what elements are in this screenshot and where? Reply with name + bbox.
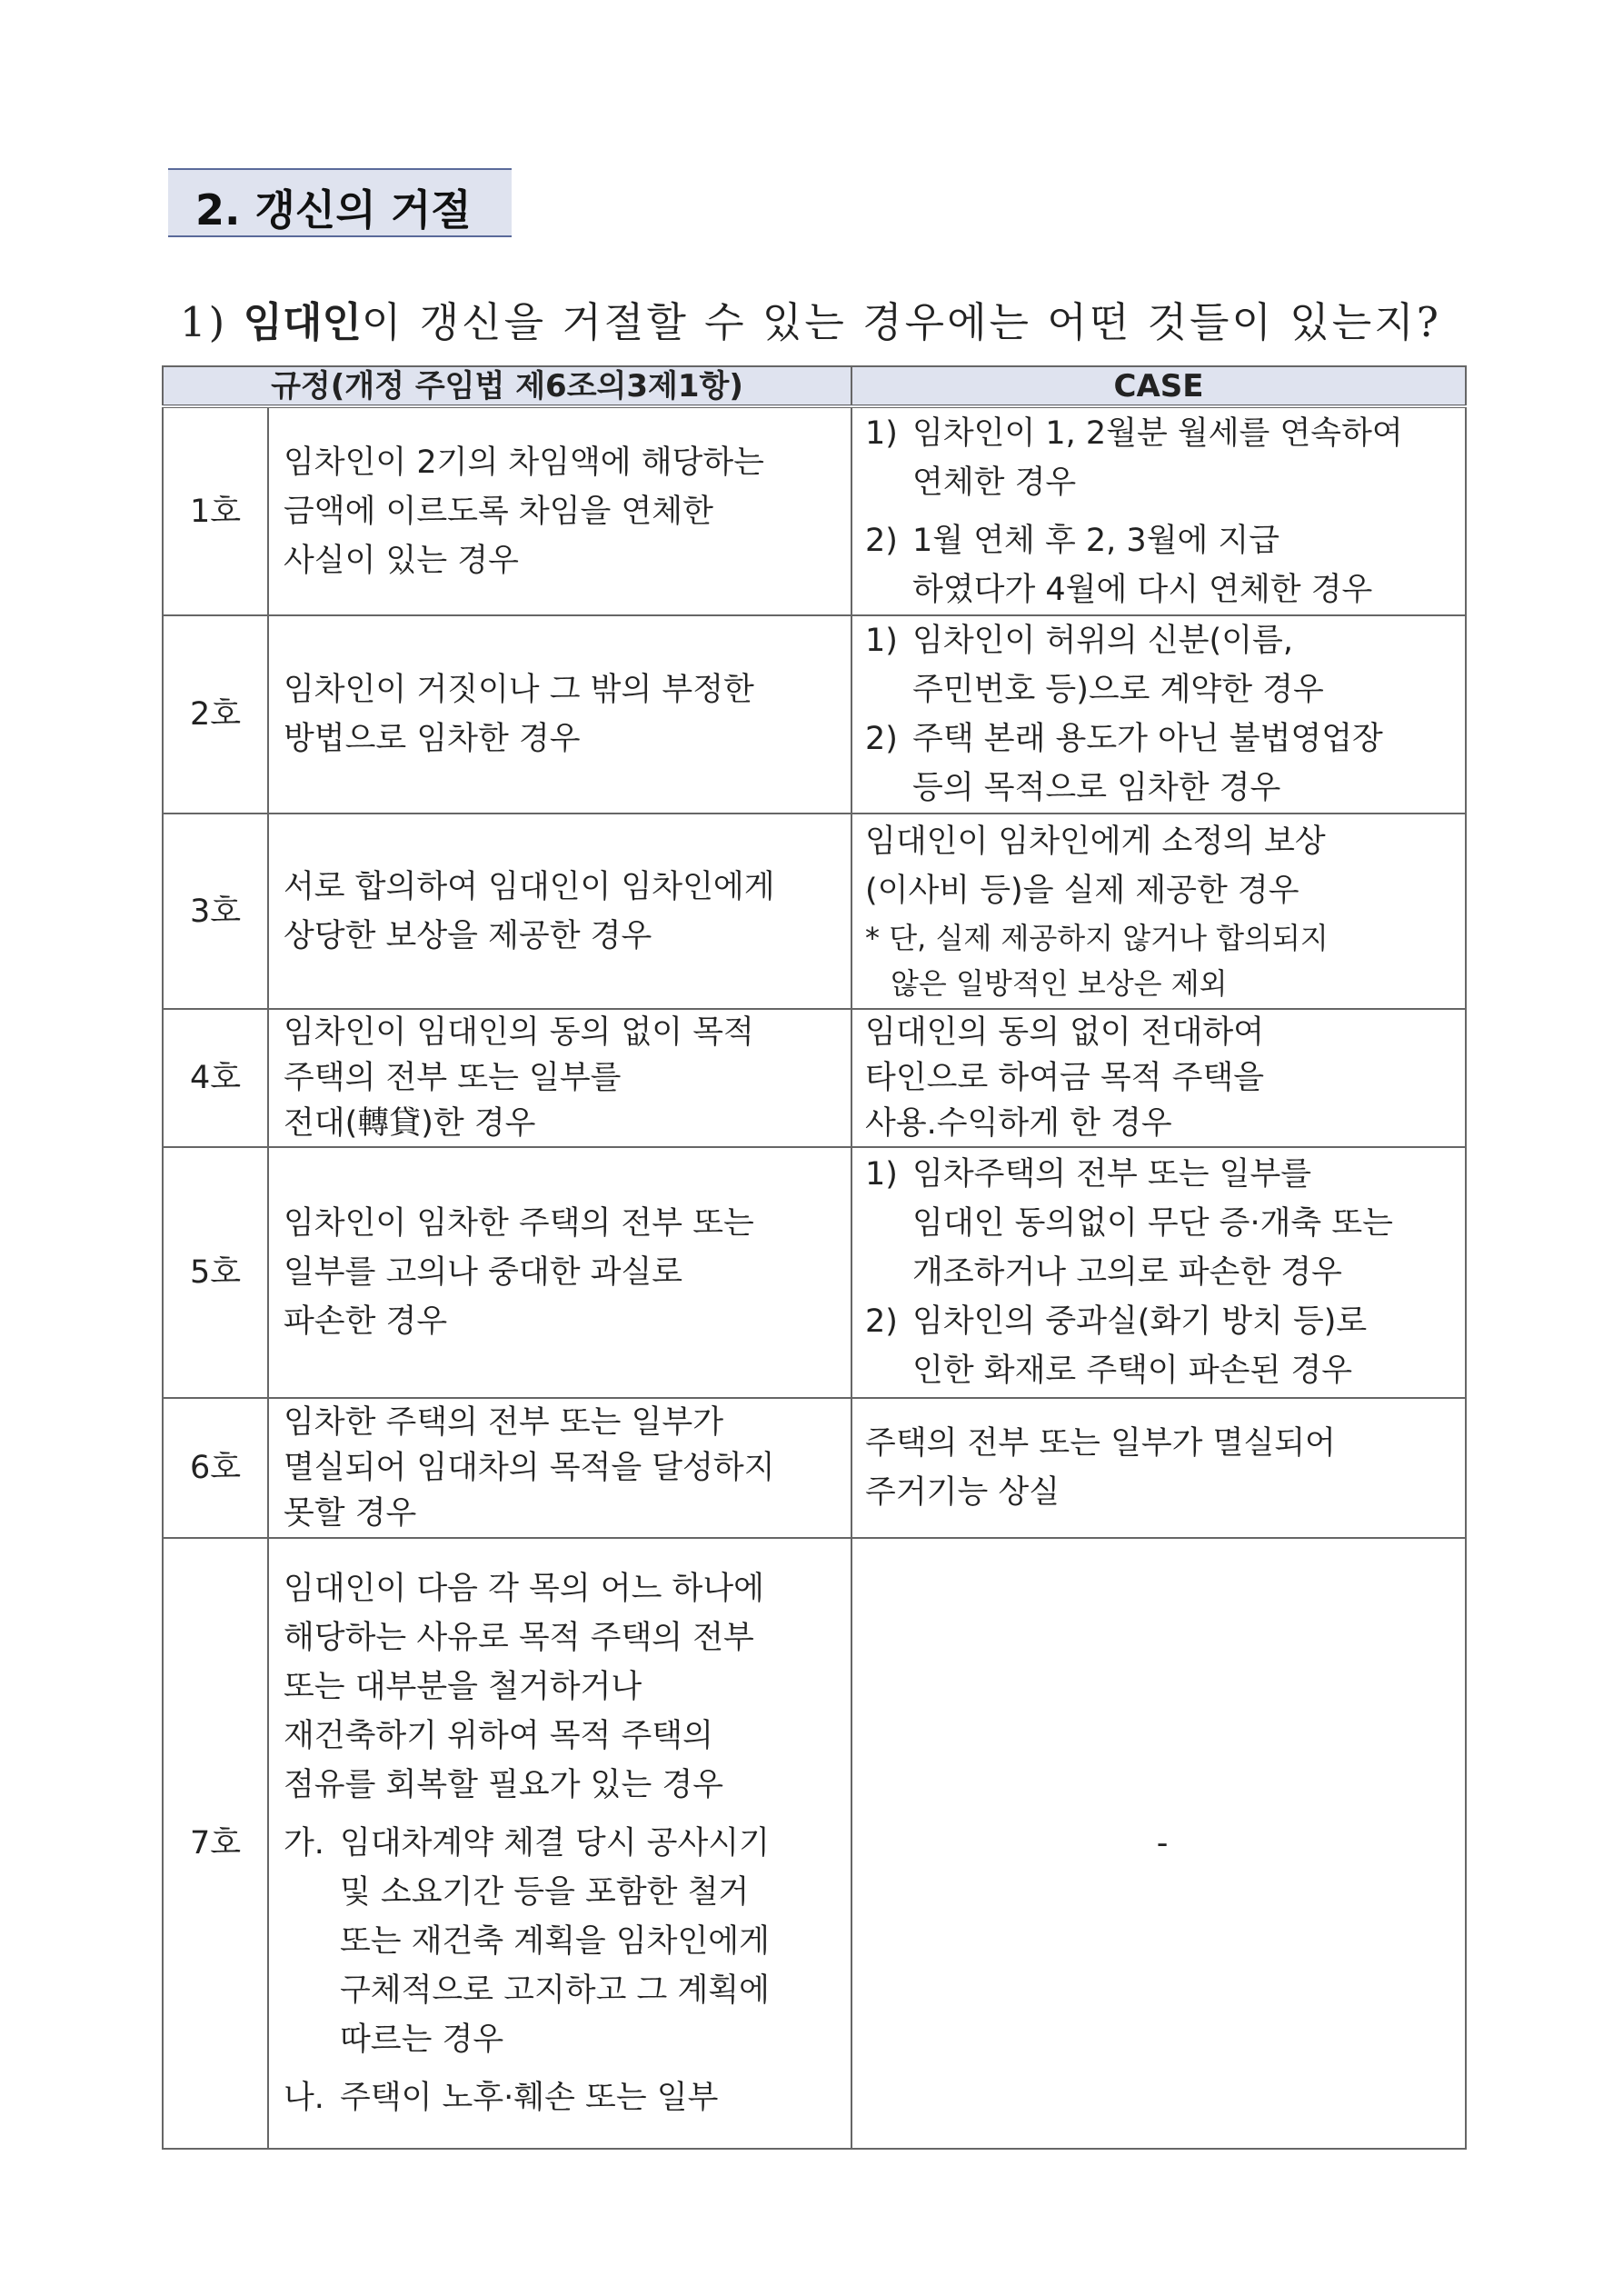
rule-line: 임차인이 2기의 차임액에 해당하는 [284,444,764,481]
rule-line: 재건축하기 위하여 목적 주택의 [284,1718,713,1754]
rule-line: 금액에 이르도록 차임을 연체한 [284,493,713,530]
rule-cell [268,1538,851,2149]
rule-line: 임차인이 거짓이나 그 밖의 부정한 [284,672,754,708]
case-line: 주민번호 등)으로 계약한 경우 [912,672,1324,708]
header-rule: 규정(개정 주임법 제6조의3제1항) [163,366,851,406]
rule-line: 또는 대부분을 철거하거나 [284,1669,642,1705]
case-line: 사용.수익하게 한 경우 [865,1105,1172,1142]
rule-line: 일부를 고의나 중대한 과실로 [284,1254,683,1291]
rule-line: 멸실되어 임대차의 목적을 달성하지 [284,1450,775,1486]
rule-line: 점유를 회복할 필요가 있는 경우 [284,1767,724,1803]
sub-line: 주택이 노후·훼손 또는 일부 [340,2080,719,2116]
row-number: 2호 [163,615,268,814]
case-item [865,616,1459,714]
case-line: 임차인의 중과실(화기 방치 등)로 [912,1303,1368,1340]
question-bold: 임대인 [243,298,362,346]
row-number: 6호 [163,1398,268,1538]
case-line: 등의 목적으로 임차한 경우 [912,770,1281,806]
case-line: 주택의 전부 또는 일부가 멸실되어 [865,1425,1336,1462]
sub-line: 또는 재건축 계획을 임차인에게 [340,1923,770,1960]
case-cell [851,615,1466,814]
row-number: 5호 [163,1147,268,1398]
sub-number: 가. [284,1825,324,1862]
table-row [163,1009,1466,1147]
case-cell [851,1538,1466,2149]
case-line: 임대인 동의없이 무단 증·개축 또는 [912,1205,1393,1242]
rule-line: 방법으로 임차한 경우 [284,721,581,757]
rule-cell [268,615,851,814]
case-cell [851,1147,1466,1398]
rule-line: 주택의 전부 또는 일부를 [284,1060,622,1096]
rule-line: 서로 합의하여 임대인이 임차인에게 [284,868,775,905]
case-item [865,516,1459,614]
sub-item [284,1819,840,2064]
case-item [865,1150,1459,1297]
question-prefix: 1) [180,298,244,346]
rule-line: 임차한 주택의 전부 또는 일부가 [284,1404,724,1441]
case-cell [851,406,1466,615]
rule-cell [268,814,851,1009]
row-number: 3호 [163,814,268,1009]
case-number: 1) [865,1156,898,1193]
row-number: 4호 [163,1009,268,1147]
question-heading [180,289,1441,348]
sub-item [284,2073,840,2122]
case-cell [851,814,1466,1009]
table-row [163,1398,1466,1538]
rule-cell [268,1147,851,1398]
case-line: 주택 본래 용도가 아닌 불법영업장 [912,721,1383,757]
case-number: 1) [865,414,898,452]
case-number: 2) [865,1303,898,1340]
rule-line: 못할 경우 [284,1495,417,1532]
case-cell [851,1009,1466,1147]
sub-number: 나. [284,2080,324,2116]
row-number: 1호 [163,406,268,615]
header-case: CASE [851,366,1466,406]
case-line: 개조하거나 고의로 파손한 경우 [912,1254,1342,1291]
case-line: 임차인이 1, 2월분 월세를 연속하여 [912,414,1403,452]
rule-line: 상당한 보상을 제공한 경우 [284,917,652,954]
rule-line: 임차인이 임차한 주택의 전부 또는 [284,1205,754,1242]
case-line: 임차인이 허위의 신분(이름, [912,623,1293,659]
rule-line: 해당하는 사유로 목적 주택의 전부 [284,1620,754,1656]
case-line: 하였다가 4월에 다시 연체한 경우 [912,571,1373,608]
case-line: 1월 연체 후 2, 3월에 지급 [912,522,1280,559]
rule-line: 사실이 있는 경우 [284,542,519,579]
case-line: 주거기능 상실 [865,1474,1060,1511]
rule-cell [268,1009,851,1147]
case-number: 1) [865,623,898,659]
case-number: 2) [865,721,898,757]
rules-table [162,365,1467,2150]
table-row [163,1538,1466,2149]
case-line: (이사비 등)을 실제 제공한 경우 [865,872,1299,909]
row-number: 7호 [163,1538,268,2149]
case-line: 임대인이 임차인에게 소정의 보상 [865,823,1326,860]
case-cell [851,1398,1466,1538]
note-line: 않은 일방적인 보상은 제외 [891,965,1228,1001]
sub-line: 구체적으로 고지하고 그 계획에 [340,1972,770,2009]
case-number: 2) [865,522,898,559]
rule-line: 파손한 경우 [284,1303,448,1340]
case-line: 임차주택의 전부 또는 일부를 [912,1156,1312,1193]
rule-line: 임차인이 임대인의 동의 없이 목적 [284,1014,754,1051]
section-title: 2. 갱신의 거절 [195,185,472,235]
sub-line: 임대차계약 체결 당시 공사시기 [340,1825,770,1862]
section-heading [168,168,512,237]
note-line: * 단, 실제 제공하지 않거나 합의되지 [865,920,1329,955]
rule-line: 임대인이 다음 각 목의 어느 하나에 [284,1571,764,1607]
case-line: 임대인의 동의 없이 전대하여 [865,1014,1265,1051]
case-item [865,409,1459,507]
case-line: - [1156,1825,1169,1862]
case-line: 타인으로 하여금 목적 주택을 [865,1060,1265,1096]
table-row [163,814,1466,1009]
case-item [865,1297,1459,1395]
case-item [865,714,1459,813]
sub-line: 및 소요기간 등을 포함한 철거 [340,1874,750,1911]
question-rest: 이 갱신을 거절할 수 있는 경우에는 어떤 것들이 있는지? [361,298,1441,346]
rule-line: 전대(轉貸)한 경우 [284,1105,536,1142]
table-row [163,615,1466,814]
case-note [865,915,1459,1006]
rule-cell [268,406,851,615]
case-line: 연체한 경우 [912,464,1077,501]
table-header-row [163,366,1466,406]
table-row [163,406,1466,615]
rule-cell [268,1398,851,1538]
sub-line: 따르는 경우 [340,2021,504,2058]
case-line: 인한 화재로 주택이 파손된 경우 [912,1353,1353,1389]
table-row [163,1147,1466,1398]
